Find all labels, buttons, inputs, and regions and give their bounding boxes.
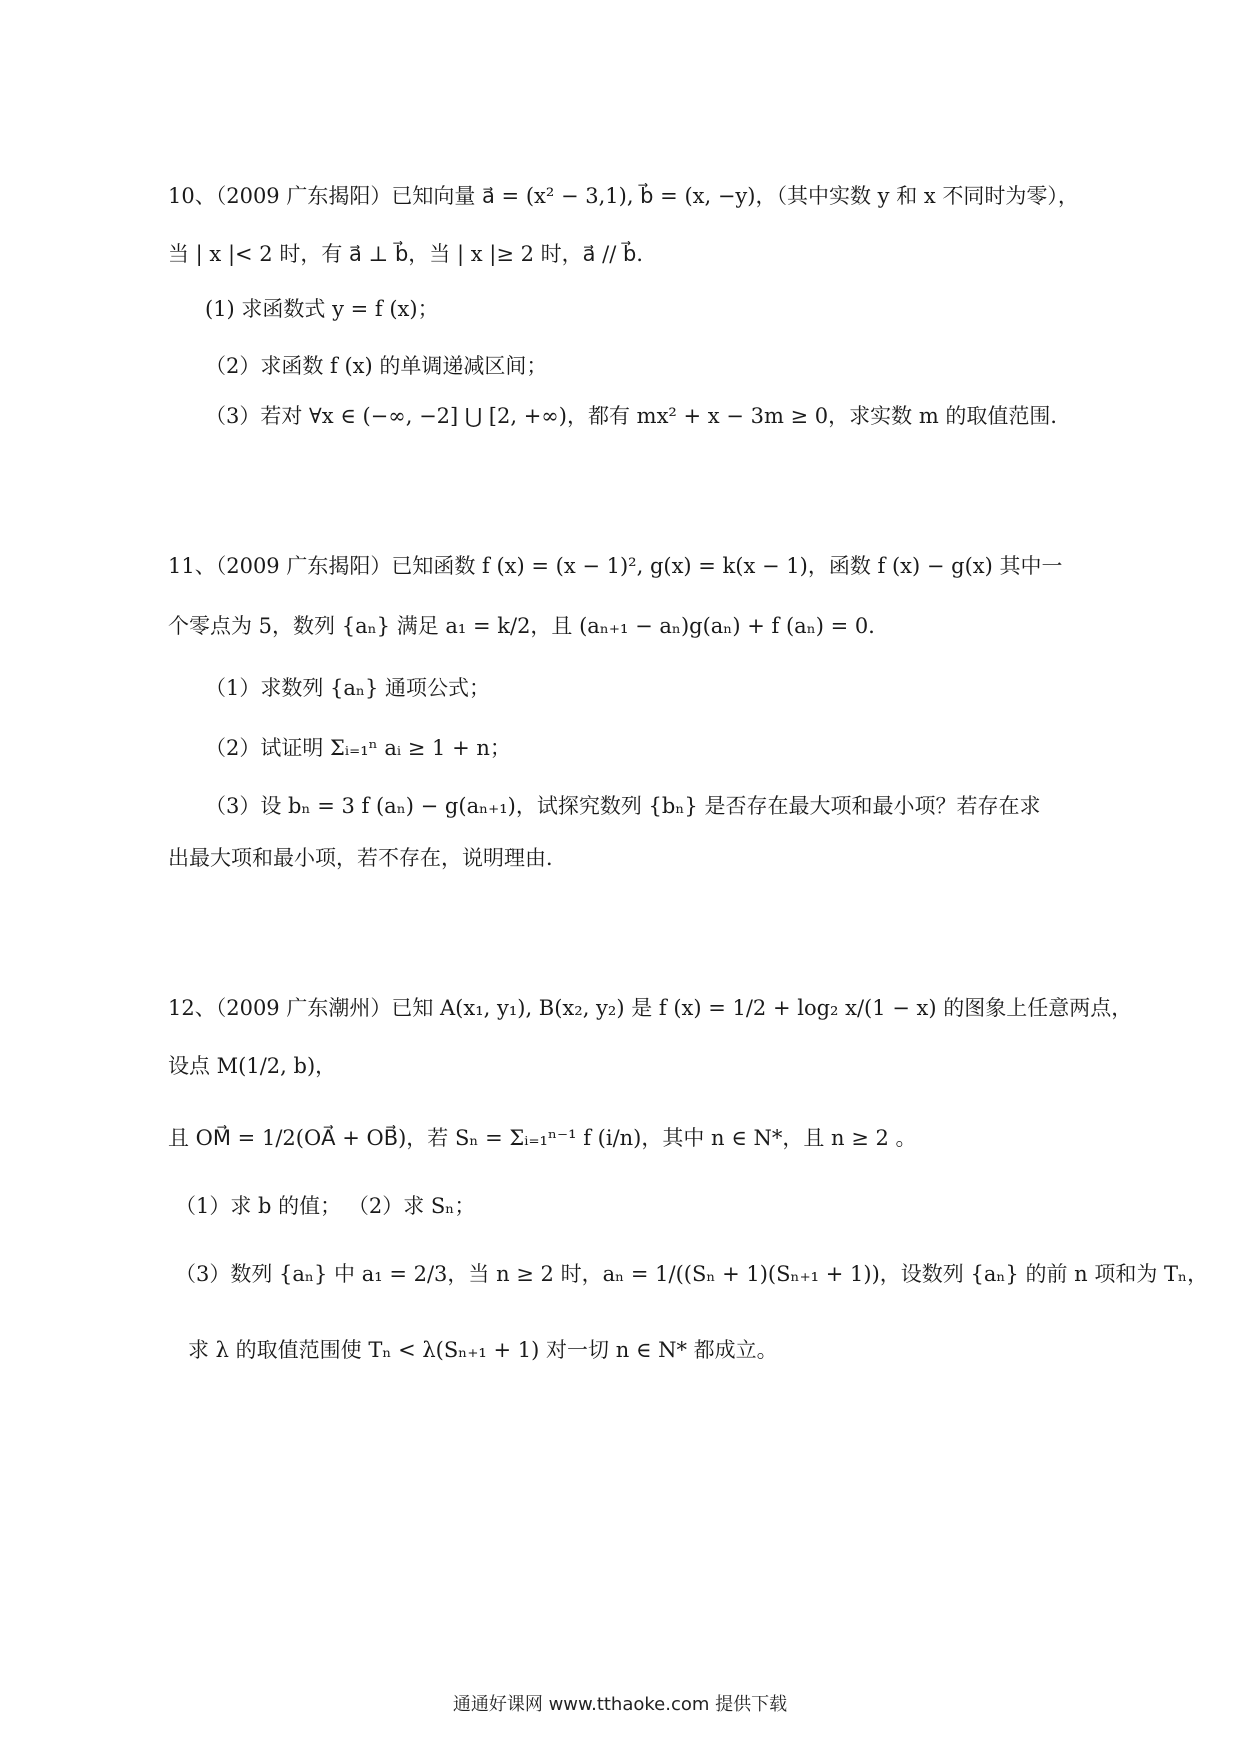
- problem-10-part-2: （2）求函数 f (x) 的单调递减区间；: [205, 354, 548, 378]
- problem-10-part-1: (1) 求函数式 y = f (x)；: [205, 297, 439, 321]
- problem-12-line-3: 且 OM⃗ = 1/2(OA⃗ + OB⃗)，若 Sₙ = Σᵢ₌₁ⁿ⁻¹ f (i/n)，其中 n ∈ N*，且 n ≥ 2 。: [168, 1126, 917, 1150]
- problem-11-part-3: （3）设 bₙ = 3 f (aₙ) − g(aₙ₊₁)，试探究数列 {bₙ} 是否存在最大项和最小项？若存在求: [205, 794, 1041, 818]
- problem-11-line-2: 个零点为 5，数列 {aₙ} 满足 a₁ = k/2，且 (aₙ₊₁ − aₙ)g(aₙ) + f (aₙ) = 0．: [168, 614, 890, 638]
- problem-11-line-1: 11、（2009 广东揭阳）已知函数 f (x) = (x − 1)², g(x) = k(x − 1)，函数 f (x) − g(x) 其中一: [168, 554, 1063, 578]
- problem-10-part-3: （3）若对 ∀x ∈ (−∞, −2] ⋃ [2, +∞)，都有 mx² + x − 3m ≥ 0，求实数 m 的取值范围．: [205, 404, 1072, 428]
- problem-12-line-1: 12、（2009 广东潮州）已知 A(x₁, y₁), B(x₂, y₂) 是 f (x) = 1/2 + log₂ x/(1 − x) 的图象上任意两点，: [168, 996, 1133, 1020]
- problem-12-parts-1-2: （1）求 b 的值； （2）求 Sₙ；: [175, 1194, 476, 1218]
- problem-10-line-1: 10、（2009 广东揭阳）已知向量 a⃗ = (x² − 3,1), b⃗ = (x, −y)，（其中实数 y 和 x 不同时为零），: [168, 184, 1079, 208]
- problem-12-part-3-cont: 求 λ 的取值范围使 Tₙ < λ(Sₙ₊₁ + 1) 对一切 n ∈ N* 都成立。: [188, 1338, 778, 1362]
- problem-11-part-1: （1）求数列 {aₙ} 通项公式；: [205, 676, 491, 700]
- problem-11-line-last: 出最大项和最小项，若不存在，说明理由．: [168, 846, 567, 870]
- problem-12-part-3: （3）数列 {aₙ} 中 a₁ = 2/3，当 n ≥ 2 时，aₙ = 1/((Sₙ + 1)(Sₙ₊₁ + 1))，设数列 {aₙ} 的前 n 项和为 Tₙ，: [175, 1262, 1209, 1286]
- problem-12-line-2: 设点 M(1/2, b)，: [168, 1054, 337, 1078]
- problem-10-line-2: 当 | x |< 2 时，有 a⃗ ⊥ b⃗，当 | x |≥ 2 时，a⃗ // b⃗．: [168, 242, 658, 266]
- footer: 通通好课网 www.tthaoke.com 提供下载: [452, 1694, 788, 1715]
- problem-11-part-2: （2）试证明 Σᵢ₌₁ⁿ aᵢ ≥ 1 + n；: [205, 736, 511, 760]
